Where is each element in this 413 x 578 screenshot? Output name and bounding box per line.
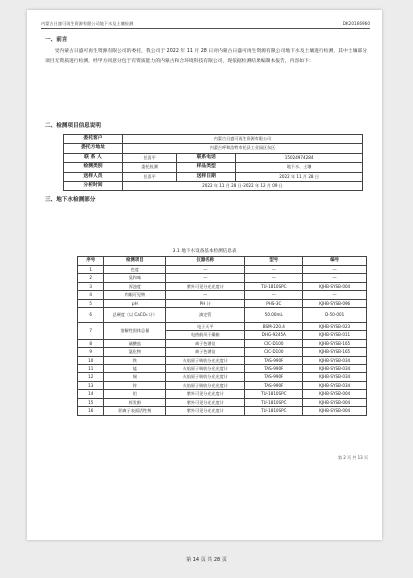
analysis-value: 2022 年 11 月 28 日-2022 年 12 月 09 日	[123, 182, 363, 191]
table-row	[78, 323, 367, 331]
table-cell-inst: 滴定管	[166, 308, 245, 323]
table-cell-model: TAS-990F	[245, 365, 303, 373]
project-info-table	[63, 134, 363, 191]
date-label: 送样日期	[177, 172, 236, 181]
table-row	[78, 339, 367, 347]
equipment-table	[77, 256, 367, 416]
table-cell-item: 挥发酚	[104, 398, 166, 406]
table-row	[78, 274, 367, 282]
analysis-label: 分析时间	[64, 182, 123, 191]
table-cell-code: —	[303, 266, 367, 274]
table-cell-model: TU-1810SPC	[245, 398, 303, 406]
equipment-table-caption: 3.1 地下水设备基本检测信息表	[172, 249, 237, 254]
sender-label: 送样人员	[64, 172, 123, 181]
table-cell-model: —	[245, 291, 303, 299]
table-cell-code: KJHB-SYSB-034	[303, 373, 367, 381]
table-cell-no: 8	[78, 339, 104, 347]
table-cell-item: 色度	[104, 266, 166, 274]
table-cell-model: BSM-220.4	[245, 323, 303, 331]
table-cell-model: TAS-990F	[245, 373, 303, 381]
col-item: 检测项目	[104, 257, 166, 266]
table-cell-model: TAS-990F	[245, 381, 303, 389]
phone-value: 15024974284	[236, 153, 363, 162]
table-cell-code: KJHB-SYSB-096	[303, 299, 367, 307]
section-info-title: 二、检测项目信息说明	[45, 123, 101, 129]
address-value: 内蒙古呼和浩特市托县工业园区东区	[123, 144, 363, 153]
date-value: 2022 年 11 月 28 日	[236, 172, 363, 181]
table-row	[78, 348, 367, 356]
table-cell-model: TAS-990F	[245, 356, 303, 364]
page-footer: 第 14 页 共 28 页	[186, 557, 227, 563]
table-cell-code: KJHB-SYSB-023	[303, 323, 367, 331]
type-value: 委托检测	[123, 163, 177, 172]
table-cell-code: KJHB-SYSB-165	[303, 348, 367, 356]
table-cell-inst: —	[166, 291, 245, 299]
table-cell-item: 臭和味	[104, 274, 166, 282]
table-cell-inst: PH 计	[166, 299, 245, 307]
table-row	[78, 308, 367, 323]
table-cell-inst: 离子色谱仪	[166, 339, 245, 347]
table-cell-model: —	[245, 266, 303, 274]
table-cell-item: 肉眼可见物	[104, 291, 166, 299]
table-cell-inst: 紫外可见分光光度计	[166, 407, 245, 415]
table-cell-inst: 离子色谱仪	[166, 348, 245, 356]
table-cell-no: 12	[78, 373, 104, 381]
table-cell-model: TU-1810SPC	[245, 407, 303, 415]
table-cell-no: 9	[78, 348, 104, 356]
table-cell-item: 铜	[104, 373, 166, 381]
table-row	[78, 390, 367, 398]
table-cell-no: 6	[78, 308, 104, 323]
address-label: 委托方地址	[64, 144, 123, 153]
col-instrument: 仪器名称	[166, 257, 245, 266]
table-cell-code: KJHB-SYSB-004	[303, 407, 367, 415]
table-cell-no: 7	[78, 323, 104, 340]
table-cell-no: 3	[78, 282, 104, 290]
table-cell-item: 氯化物	[104, 348, 166, 356]
client-value: 内蒙古日盛可再生资源有限公司	[123, 135, 363, 144]
table-row	[78, 266, 367, 274]
table-cell-model: TU-1810SPC	[245, 282, 303, 290]
equipment-header-row	[78, 257, 367, 266]
contact-label: 联 系 人	[64, 153, 123, 162]
table-cell-code: D-50-001	[303, 308, 367, 323]
table-row	[78, 282, 367, 290]
type-label: 检测类别	[64, 163, 123, 172]
table-cell-no: 16	[78, 407, 104, 415]
table-cell-no: 14	[78, 390, 104, 398]
table-cell-item: 阴离子表面活性剂	[104, 407, 166, 415]
table-cell-no: 5	[78, 299, 104, 307]
contact-value: 任喜平	[123, 153, 177, 162]
inner-page-number: 第 2 页 共 13 页	[338, 455, 368, 460]
table-cell-inst: 紫外可见分光光度计	[166, 398, 245, 406]
table-cell-no: 13	[78, 381, 104, 389]
col-no: 序号	[78, 257, 104, 266]
table-cell-item: 溶解性固体总量	[104, 323, 166, 340]
table-cell-code: KJHB-SYSB-034	[303, 356, 367, 364]
table-cell-code: KJHB-SYSB-034	[303, 365, 367, 373]
table-cell-inst: —	[166, 274, 245, 282]
table-cell-no: 11	[78, 365, 104, 373]
table-cell-item: pH	[104, 299, 166, 307]
table-cell-inst: —	[166, 266, 245, 274]
document-page	[27, 10, 382, 540]
table-cell-no: 15	[78, 398, 104, 406]
table-cell-model: CIC-D100	[245, 339, 303, 347]
table-row	[78, 373, 367, 381]
table-cell-no: 1	[78, 266, 104, 274]
table-cell-code: KJHB-SYSB-004	[303, 390, 367, 398]
table-cell-inst: 电热鼓风干燥箱	[166, 331, 245, 339]
table-cell-model: TU-1810SPC	[245, 390, 303, 398]
preface-paragraph: 受内蒙古日盛可再生资源有限公司的委托，我公司于 2022 年 11 月 28 日对内蒙古日盛可再生资源有限公司地下水及土壤进行检测，其中土壤部分项目无资质进行检测，经甲方同意分包于有资质能力的内蒙古和合环境科技有限公司，现依据检测结果编制本报告，内容如下：	[45, 49, 367, 64]
table-cell-model: CIC-D100	[245, 348, 303, 356]
table-cell-code: KJHB-SYSB-011	[303, 331, 367, 339]
table-cell-item: 硫酸盐	[104, 339, 166, 347]
table-cell-code: —	[303, 291, 367, 299]
equipment-table-body	[78, 266, 367, 416]
header-report-number: DK20166960	[342, 21, 370, 26]
table-cell-inst: 电子天平	[166, 323, 245, 331]
table-cell-code: KJHB-SYSB-004	[303, 398, 367, 406]
table-cell-code: KJHB-SYSB-004	[303, 282, 367, 290]
table-cell-inst: 火焰原子吸收分光光度计	[166, 356, 245, 364]
table-cell-no: 4	[78, 291, 104, 299]
client-label: 委托客户	[64, 135, 123, 144]
col-code: 编号	[303, 257, 367, 266]
sample-label: 样品类型	[177, 163, 236, 172]
sender-value: 任喜平	[123, 172, 177, 181]
sample-value: 地下水、土壤	[236, 163, 363, 172]
table-cell-inst: 火焰原子吸收分光光度计	[166, 373, 245, 381]
table-cell-inst: 火焰原子吸收分光光度计	[166, 381, 245, 389]
table-cell-inst: 紫外可见分光光度计	[166, 390, 245, 398]
section-groundwater-title: 三、地下水检测部分	[45, 197, 96, 203]
table-cell-item: 浑浊度	[104, 282, 166, 290]
table-cell-inst: 火焰原子吸收分光光度计	[166, 365, 245, 373]
table-cell-item: 锰	[104, 365, 166, 373]
section-preface-title: 一、前言	[45, 37, 68, 43]
table-cell-model: 50.00mL	[245, 308, 303, 323]
table-row	[78, 381, 367, 389]
table-cell-model: —	[245, 274, 303, 282]
table-cell-model: PHS-3C	[245, 299, 303, 307]
phone-label: 联系电话	[177, 153, 236, 162]
table-cell-code: KJHB-SYSB-034	[303, 381, 367, 389]
table-cell-no: 2	[78, 274, 104, 282]
table-cell-item: 铝	[104, 390, 166, 398]
table-row	[78, 299, 367, 307]
table-cell-item: 锌	[104, 381, 166, 389]
table-row	[78, 407, 367, 415]
table-row	[78, 291, 367, 299]
header-company: 内蒙古日盛可再生资源有限公司地下水及土壤检测	[41, 21, 134, 26]
table-cell-item: 铁	[104, 356, 166, 364]
table-cell-model: DHG-9245A	[245, 331, 303, 339]
col-model: 型号	[245, 257, 303, 266]
table-row	[78, 365, 367, 373]
running-header	[41, 19, 370, 29]
table-cell-inst: 紫外可见分光光度计	[166, 282, 245, 290]
table-cell-code: KJHB-SYSB-165	[303, 339, 367, 347]
table-cell-item: 总硬度（以 CaCO₃ 计）	[104, 308, 166, 323]
table-cell-code: —	[303, 274, 367, 282]
table-cell-no: 10	[78, 356, 104, 364]
table-row	[78, 356, 367, 364]
table-row	[78, 398, 367, 406]
